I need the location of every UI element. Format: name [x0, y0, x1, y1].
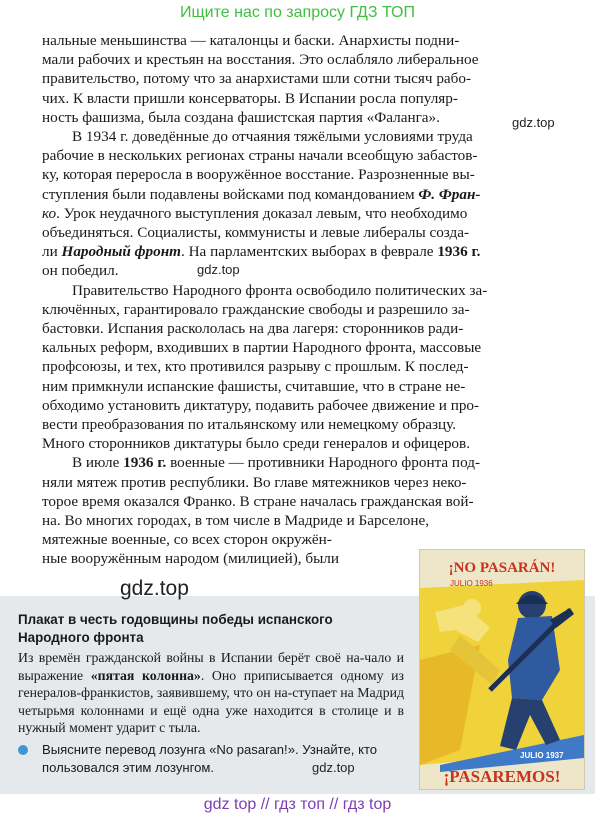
- text-line: ность фашизма, была создана фашистская партия «Фаланга».: [42, 108, 440, 126]
- text-line: ку, которая переросла в вооружённое восстание. Разрозненные вы-: [42, 166, 475, 184]
- text-span: Из времён гражданской войны в Испании берёт своё на-чало и выражение: [18, 650, 404, 683]
- text-span: . На парламентских выборах в феврале: [180, 243, 438, 261]
- text-line: нальные меньшинства — каталонцы и баски. Анархисты подни-: [42, 32, 460, 49]
- text-line: торое время оказался Франко. В стране началась гражданская вой-: [42, 492, 474, 510]
- poster-date-bottom: JULIO 1937: [520, 751, 564, 760]
- text-line: [42, 242, 560, 261]
- term-popular-front: Народный фронт: [61, 243, 181, 261]
- text-line: ные вооружённым народом (милицией), были: [42, 550, 339, 568]
- text-line: обходимо установить диктатуру, подавить рабочее движение и про-: [42, 396, 480, 414]
- watermark: gdz.top: [120, 577, 189, 600]
- text-line: Правительство Народного фронта освободило политических за-: [72, 281, 488, 299]
- text-line: [42, 204, 560, 223]
- text-line: на. Во многих городах, в том числе в Мадриде и Барселоне,: [42, 512, 430, 530]
- poster-image: [419, 549, 585, 790]
- bullet-dot-icon: [18, 745, 28, 755]
- poster-illustration: [420, 550, 584, 789]
- poster-slogan-top: ¡NO PASARÁN!: [448, 560, 556, 576]
- text-line: Много сторонников диктатуры было среди генералов и офицеров.: [42, 435, 470, 453]
- text-line: ключённых, гарантировало гражданские свободы и разрешило за-: [42, 300, 470, 318]
- date-1936: 1936 г.: [123, 454, 167, 472]
- text-line: мали рабочих и крестьян на восстания. Это ослабляло либеральное: [42, 51, 479, 69]
- caption-title: Плакат в честь годовщины победы испанского Народного фронта: [18, 612, 333, 645]
- term-fifth-column: «пятая колонна»: [90, 667, 201, 683]
- date-1936: 1936 г.: [437, 243, 481, 261]
- franco-name-end: ко: [42, 204, 57, 222]
- text-line: кальных реформ, входивших в партии Народного фронта, массовые: [42, 339, 482, 357]
- watermark: gdz.top: [197, 262, 240, 277]
- text-line: В 1934 г. доведённые до отчаяния тяжёлыми условиями труда: [72, 128, 473, 146]
- text-span: . Урок неудачного выступления доказал левым, что необходимо: [56, 204, 468, 222]
- text-span: военные — противники Народного фронта под-: [166, 454, 481, 472]
- paragraph-3: [42, 281, 560, 454]
- text-line: рабочие в нескольких регионах страны начали всеобщую забастов-: [42, 147, 478, 165]
- text-line: няли мятеж против республики. Во главе мятежников через неко-: [42, 473, 467, 491]
- watermark: gdz.top: [512, 115, 555, 130]
- text-line: объединяться. Социалисты, коммунисты и левые либералы созда-: [42, 224, 470, 242]
- text-line: чих. К власти пришли консерваторы. В Испании росла популяр-: [42, 89, 458, 107]
- paragraph-2: [42, 127, 560, 281]
- text-line: профсоюзы, и тех, кто противился разрыву с прошлым. К послед-: [42, 358, 469, 376]
- text-line: ним примкнули испанские фашисты, считавшие, что в стране не-: [42, 377, 466, 395]
- text-line: бастовки. Испания раскололась на два лагеря: сторонников ради-: [42, 320, 464, 338]
- main-text: [42, 31, 560, 569]
- text-span: ли: [42, 243, 62, 261]
- text-span: ступления были подавлены войсками под командованием: [42, 185, 419, 203]
- paragraph-1: [42, 31, 560, 127]
- watermark: gdz.top: [312, 760, 355, 775]
- text-line: [42, 185, 560, 204]
- text-line: вести преобразования по итальянскому или немецкому образцу.: [42, 416, 457, 434]
- poster-date-top: JULIO 1936: [450, 579, 493, 588]
- top-banner: Ищите нас по запросу ГДЗ ТОП: [180, 4, 415, 21]
- task-text: Выясните перевод лозунга «No pasaran!». Узнайте, кто пользовался этим лозунгом.: [42, 742, 378, 775]
- footer-links[interactable]: gdz top // гдз топ // гдз top: [203, 796, 392, 813]
- text-line: он победил.: [42, 262, 119, 280]
- text-line: [42, 453, 560, 472]
- text-line: правительство, потому что за анархистами шли сотни тысяч рабо-: [42, 70, 472, 88]
- text-line: мятежные военные, со всех сторон окружён-: [42, 531, 332, 549]
- poster-slogan-bottom: ¡PASAREMOS!: [443, 767, 561, 786]
- text-span: . Оно приписывается одному из генералов-франкистов, заявившему, что он на-ступает на Мадрид четырьмя колоннами и ещё одна уже находится в столице и в нужный момент ударит с тыла.: [18, 667, 404, 736]
- caption-body: [18, 649, 404, 737]
- franco-name: Ф. Фран-: [418, 185, 481, 203]
- text-span: В июле: [72, 454, 124, 472]
